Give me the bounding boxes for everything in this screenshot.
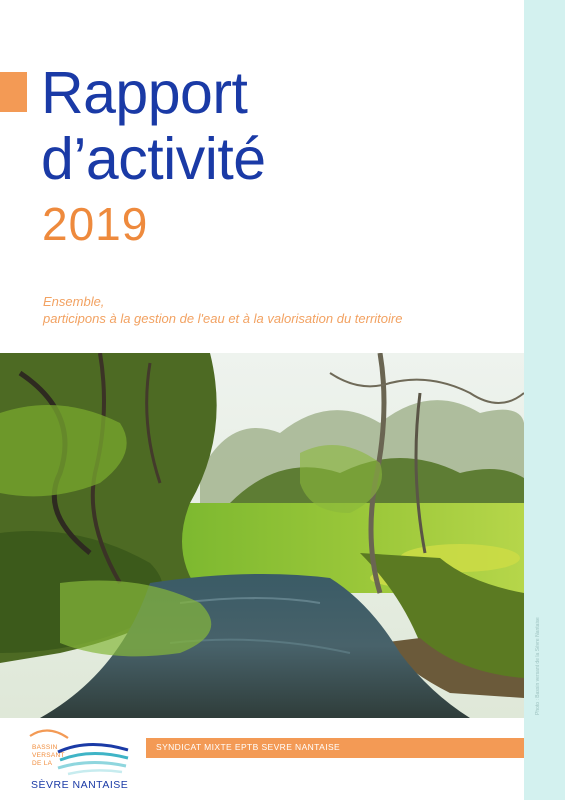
logo-line-3: DE LA (32, 760, 53, 767)
organization-band (146, 738, 524, 758)
logo-line-1: BASSIN (32, 744, 58, 751)
tagline (43, 293, 402, 327)
tagline-line-2: participons à la gestion de l'eau et à la valorisation du territoire (43, 311, 403, 326)
orange-accent-bar (0, 72, 27, 112)
tagline-line-1: Ensemble, (43, 294, 105, 309)
photo-credit: Photo : Bassin versant de la Sèvre Nantaise (535, 617, 541, 715)
logo-name: SÈVRE NANTAISE (31, 779, 129, 791)
report-title (41, 60, 266, 192)
logo-line-2: VERSANT (32, 752, 65, 759)
report-year: 2019 (42, 198, 149, 250)
logo (28, 726, 136, 796)
logo-waves-icon (28, 726, 136, 782)
river-photo (0, 353, 524, 718)
organization-name: SYNDICAT MIXTE EPTB SEVRE NANTAISE (156, 742, 341, 752)
title-line-2: d’activité (41, 126, 266, 192)
title-line-1: Rapport (41, 60, 248, 126)
